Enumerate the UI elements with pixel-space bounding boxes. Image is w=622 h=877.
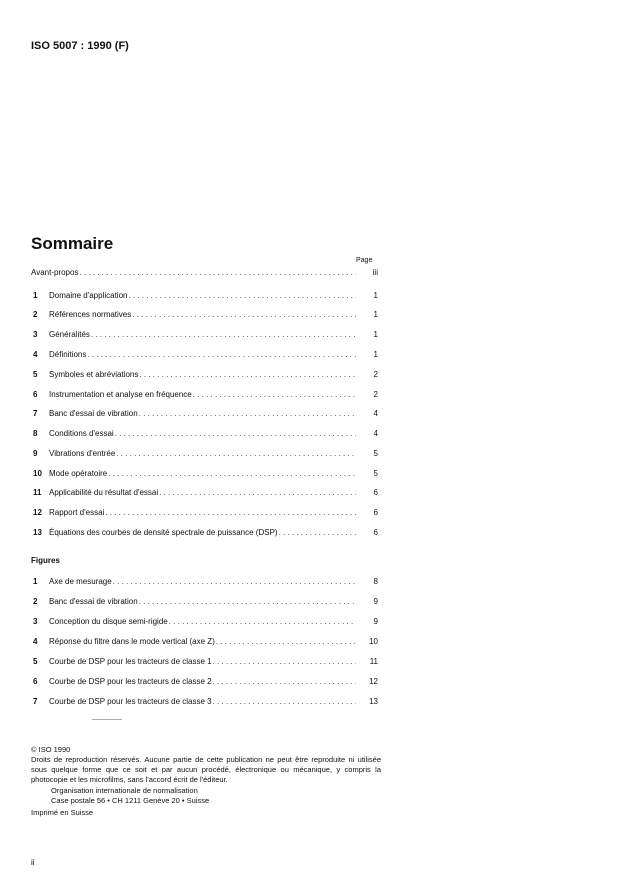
entry-page: 1 — [373, 330, 378, 339]
dot-leader — [169, 617, 356, 627]
separator — [92, 719, 122, 720]
toc-entry — [31, 447, 378, 459]
entry-page: 4 — [373, 409, 378, 418]
toc-entry — [31, 368, 378, 380]
rights-text: Droits de reproduction réservés. Aucune partie de cette publication ne peut être reproduite ni utilisée sous quelque forme que ce soit et par aucun procédé, électronique ou mécanique, y compris la photocopie et les microfilms, sans l'accord écrit de l'éditeur. — [31, 755, 381, 784]
address: Case postale 56 • CH 1211 Genève 20 • Suisse — [51, 796, 210, 805]
entry-page: 1 — [373, 310, 378, 319]
dot-leader — [213, 677, 356, 687]
toc-entry — [31, 655, 378, 667]
dot-leader — [113, 577, 356, 587]
entry-label: Instrumentation et analyse en fréquence — [49, 390, 192, 399]
entry-label: Banc d'essai de vibration — [49, 597, 138, 606]
dot-leader — [213, 657, 356, 667]
dot-leader — [279, 528, 356, 538]
entry-page: 5 — [373, 469, 378, 478]
dot-leader — [87, 350, 356, 360]
dot-leader — [132, 310, 356, 320]
entry-label: Rapport d'essai — [49, 508, 105, 517]
entry-number: 7 — [33, 697, 38, 706]
entry-page: 9 — [373, 617, 378, 626]
entry-label: Vibrations d'entrée — [49, 449, 116, 458]
entry-label: Applicabilité du résultat d'essai — [49, 488, 159, 497]
entry-number: 5 — [33, 370, 38, 379]
entry-page: 4 — [373, 429, 378, 438]
entry-page: 1 — [373, 350, 378, 359]
dot-leader — [128, 291, 356, 301]
entry-page: 6 — [373, 488, 378, 497]
toc-entry — [31, 695, 378, 707]
entry-number: 12 — [33, 508, 42, 517]
entry-page: iii — [372, 268, 378, 277]
entry-number: 2 — [33, 310, 38, 319]
toc-entry — [31, 595, 378, 607]
document-header: ISO 5007 : 1990 (F) — [31, 40, 129, 52]
entry-number: 6 — [33, 390, 38, 399]
entry-number: 2 — [33, 597, 38, 606]
entry-label: Courbe de DSP pour les tracteurs de classe 1 — [49, 657, 212, 666]
entry-label: Équations des courbes de densité spectrale de puissance (DSP) — [49, 528, 278, 537]
printed-in: Imprimé en Suisse — [31, 808, 94, 817]
entry-page: 2 — [373, 370, 378, 379]
toc-entry — [31, 635, 378, 647]
entry-label: Généralités — [49, 330, 90, 339]
dot-leader — [79, 268, 356, 278]
toc-entry — [31, 289, 378, 301]
entry-number: 9 — [33, 449, 38, 458]
entry-number: 7 — [33, 409, 38, 418]
organisation: Organisation internationale de normalisation — [51, 786, 198, 795]
entry-page: 2 — [373, 390, 378, 399]
entry-page: 5 — [373, 449, 378, 458]
dot-leader — [108, 469, 356, 479]
entry-number: 3 — [33, 617, 38, 626]
dot-leader — [213, 697, 356, 707]
entry-number: 4 — [33, 637, 38, 646]
figures-heading: Figures — [31, 556, 60, 565]
dot-leader — [105, 508, 356, 518]
entry-label: Mode opératoire — [49, 469, 108, 478]
toc-entry — [31, 506, 378, 518]
toc-entry — [31, 348, 378, 360]
dot-leader — [91, 330, 356, 340]
entry-page: 11 — [369, 657, 378, 666]
toc-entry — [31, 575, 378, 587]
entry-label: Réponse du filtre dans le mode vertical (axe Z) — [49, 637, 215, 646]
toc-entry — [31, 308, 378, 320]
toc-entry — [31, 675, 378, 687]
page-number: ii — [31, 858, 35, 867]
entry-label: Conception du disque semi-rigide — [49, 617, 168, 626]
toc-entry — [31, 407, 378, 419]
dot-leader — [139, 597, 356, 607]
entry-number: 6 — [33, 677, 38, 686]
dot-leader — [216, 637, 356, 647]
entry-label: Avant-propos — [31, 268, 79, 277]
entry-number: 8 — [33, 429, 38, 438]
entry-number: 3 — [33, 330, 38, 339]
entry-label: Courbe de DSP pour les tracteurs de classe 3 — [49, 697, 212, 706]
entry-label: Banc d'essai de vibration — [49, 409, 138, 418]
entry-label: Définitions — [49, 350, 87, 359]
dot-leader — [139, 370, 356, 380]
page-column-label: Page — [356, 257, 373, 264]
toc-entry — [31, 615, 378, 627]
toc-entry — [31, 328, 378, 340]
entry-page: 9 — [373, 597, 378, 606]
toc-entry — [31, 427, 378, 439]
entry-page: 6 — [373, 528, 378, 537]
entry-number: 4 — [33, 350, 38, 359]
entry-number: 10 — [33, 469, 42, 478]
entry-number: 13 — [33, 528, 42, 537]
dot-leader — [159, 488, 356, 498]
toc-entry — [31, 266, 378, 278]
dot-leader — [139, 409, 356, 419]
entry-number: 11 — [33, 488, 42, 497]
toc-entry — [31, 388, 378, 400]
entry-number: 1 — [33, 577, 38, 586]
entry-number: 5 — [33, 657, 38, 666]
dot-leader — [193, 390, 356, 400]
entry-page: 8 — [373, 577, 378, 586]
toc-entry — [31, 467, 378, 479]
entry-label: Symboles et abréviations — [49, 370, 139, 379]
copyright-block — [31, 745, 381, 818]
entry-label: Références normatives — [49, 310, 132, 319]
entry-page: 12 — [369, 677, 378, 686]
entry-label: Conditions d'essai — [49, 429, 114, 438]
entry-label: Courbe de DSP pour les tracteurs de classe 2 — [49, 677, 212, 686]
entry-page: 1 — [373, 291, 378, 300]
entry-page: 13 — [369, 697, 378, 706]
copyright-line: © ISO 1990 — [31, 745, 71, 754]
dot-leader — [116, 449, 356, 459]
entry-label: Axe de mesurage — [49, 577, 112, 586]
entry-number: 1 — [33, 291, 38, 300]
entry-page: 6 — [373, 508, 378, 517]
entry-label: Domaine d'application — [49, 291, 128, 300]
dot-leader — [115, 429, 356, 439]
toc-entry — [31, 486, 378, 498]
page-title: Sommaire — [31, 234, 114, 253]
toc-entry — [31, 526, 378, 538]
entry-page: 10 — [369, 637, 378, 646]
